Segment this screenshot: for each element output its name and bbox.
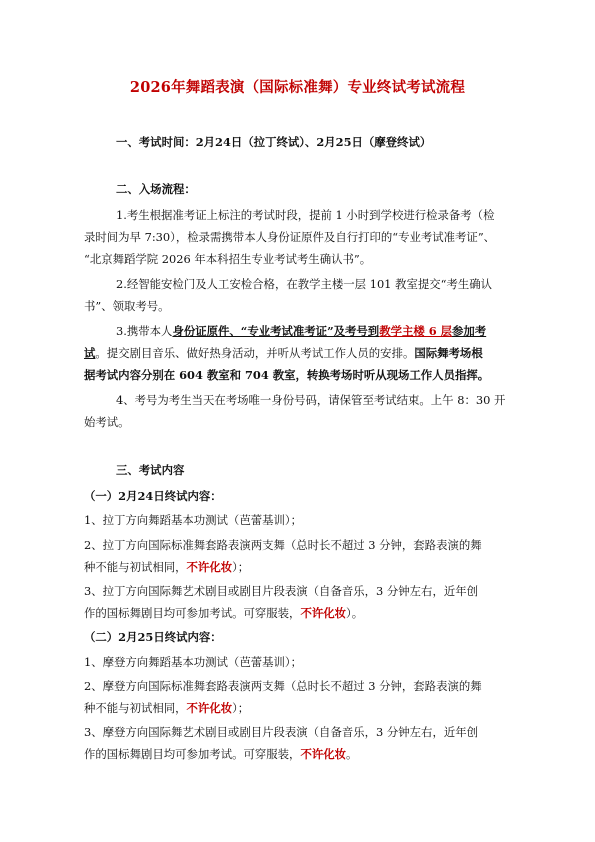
entry-item-3-line-1 [116, 320, 546, 342]
entry-item-1-line-2: 录时间为早 7:30），检录需携带本人身份证原件及自行打印的“专业考试准考证”、 [84, 230, 496, 244]
latin-item-2-text: 种不能与初试相同， [84, 560, 187, 574]
latin-item-3-end: ）。 [346, 606, 364, 620]
entry-item-4-line-2: 始考试。 [84, 415, 130, 429]
attend-exam-text: 参加考 [452, 324, 487, 338]
standard-item-3-line-1: 3、摩登方向国际舞艺术剧目或剧目片段表演（自备音乐，3 分钟左右，近年创 [84, 725, 479, 739]
entry-item-1-line-3: “北京舞蹈学院 2026 年本科招生专业考试考生确认书”。 [84, 252, 372, 266]
standard-item-2-end: ）； [232, 701, 250, 715]
standard-content-heading: （二）2月25日终试内容： [84, 630, 222, 644]
section-entry-heading: 二、入场流程： [116, 182, 196, 196]
standard-item-2-text: 种不能与初试相同， [84, 701, 187, 715]
entry-item-3-line-3: 据考试内容分别在 604 教室和 704 教室，转换考场时听从现场工作人员指挥。 [84, 368, 490, 382]
latin-content-heading: （一）2月24日终试内容： [84, 489, 222, 503]
entry-item-1-line-1: 1.考生根据准考证上标注的考试时段，提前 1 小时到学校进行检录备考（检 [116, 208, 495, 222]
entry-item-2-line-2: 书”、领取考号。 [84, 299, 170, 313]
section-content-heading: 三、考试内容 [116, 463, 185, 477]
latin-item-2-line-2 [84, 556, 514, 578]
section-exam-time: 一、考试时间：2月24日（拉丁终试）、2月25日（摩登终试） [116, 135, 432, 149]
standard-item-3-line-2 [84, 743, 514, 765]
standard-item-2-line-2 [84, 697, 514, 719]
standard-item-3-text: 作的国标舞剧目均可参加考试。可穿服装， [84, 747, 301, 761]
required-documents-text: 身份证原件、“专业考试准考证”及考号到 [172, 324, 380, 338]
standard-item-1: 1、摩登方向舞蹈基本功测试（芭蕾基训）； [84, 655, 302, 669]
page-title: 2026年舞蹈表演（国际标准舞）专业终试考试流程 [129, 79, 466, 96]
entry-item-3-line-2 [84, 342, 514, 364]
latin-item-3-text: 作的国标舞剧目均可参加考试。可穿服装， [84, 606, 301, 620]
submit-music-text: 。提交剧目音乐、做好热身活动，并听从考试工作人员的安排。 [95, 346, 415, 360]
item-3-prefix: 3.携带本人 [116, 324, 173, 338]
latin-item-2-end: ）； [232, 560, 250, 574]
entry-item-2-line-1: 2.经智能安检门及人工安检合格，在教学主楼一层 101 教室提交“考生确认 [116, 277, 493, 291]
standard-item-2-line-1: 2、摩登方向国际标准舞套路表演两支舞（总时长不超过 3 分钟，套路表演的舞 [84, 679, 482, 693]
latin-item-3-line-2 [84, 602, 514, 624]
no-makeup-note: 不许化妆 [186, 701, 233, 715]
no-makeup-note: 不许化妆 [300, 747, 347, 761]
exam-location-text: 教学主楼 6 层 [379, 324, 452, 338]
ballroom-room-text: 国际舞考场根 [414, 346, 483, 360]
entry-item-4-line-1: 4、考号为考生当天在考场唯一身份号码，请保管至考试结束。上午 8：30 开 [116, 393, 506, 407]
latin-item-1: 1、拉丁方向舞蹈基本功测试（芭蕾基训）； [84, 513, 302, 527]
latin-item-2-line-1: 2、拉丁方向国际标准舞套路表演两支舞（总时长不超过 3 分钟，套路表演的舞 [84, 538, 482, 552]
no-makeup-note: 不许化妆 [300, 606, 347, 620]
no-makeup-note: 不许化妆 [186, 560, 233, 574]
standard-item-3-end: 。 [346, 747, 358, 761]
attend-exam-text-end: 试 [84, 346, 96, 360]
latin-item-3-line-1: 3、拉丁方向国际舞艺术剧目或剧目片段表演（自备音乐，3 分钟左右，近年创 [84, 584, 479, 598]
